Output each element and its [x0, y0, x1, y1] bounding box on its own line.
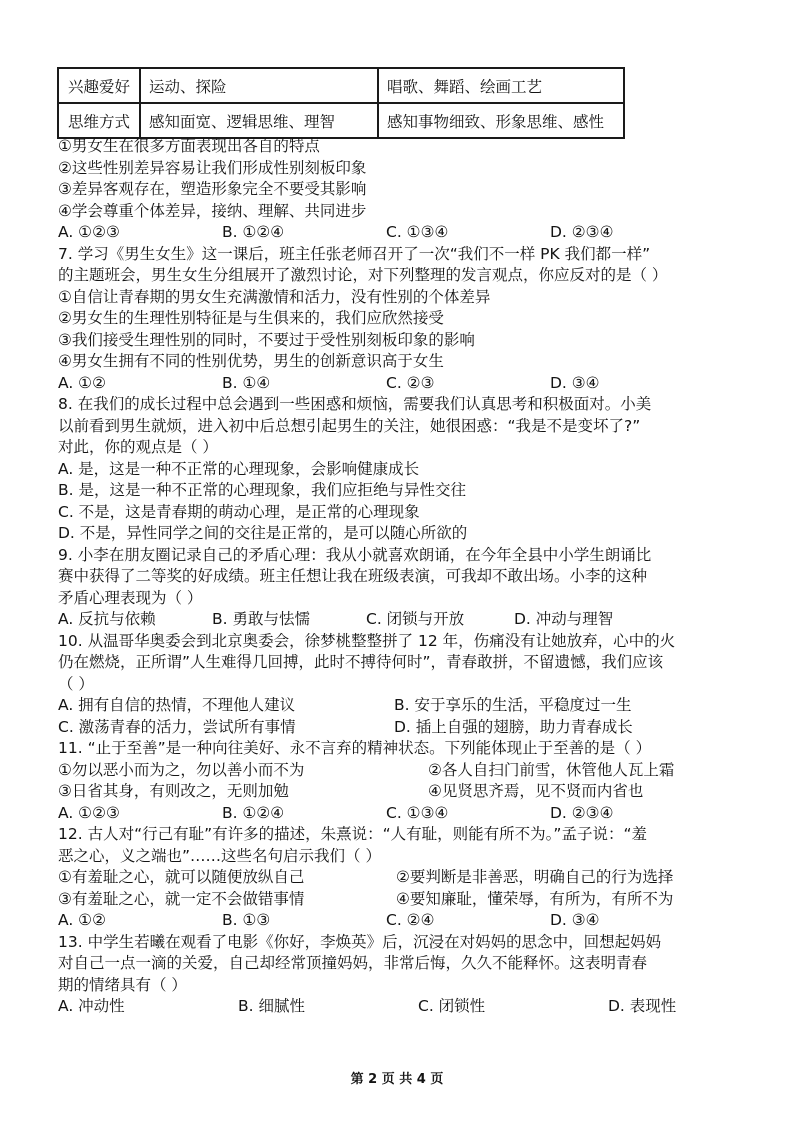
answer-options	[58, 803, 708, 825]
statement: ③我们接受生理性别的同时，不要过于受性别刻板印象的影响	[58, 330, 475, 349]
option-a: A. 反抗与依赖	[58, 610, 156, 628]
option-a: A. ①②③	[58, 803, 120, 822]
option-b: B. 是，这是一种不正常的心理现象，我们应拒绝与异性交往	[58, 481, 466, 499]
option-d: D. 冲动与理智	[514, 610, 614, 628]
statement: ④男女生拥有不同的性别优势，男生的创新意识高于女生	[58, 352, 444, 370]
option-a: A. ①②	[58, 373, 106, 392]
question-stem: 期的情绪具有（ ）	[58, 975, 187, 994]
option-d: D. ②③④	[550, 223, 614, 241]
statement-pair	[58, 760, 708, 782]
question-stem: 以前看到男生就烦，进入初中后总想引起男生的关注，她很困惑：“我是不是变坏了?”	[58, 416, 641, 435]
statement: ③日省其身，有则改之，无则加勉	[58, 782, 289, 800]
option-c: C. 闭锁性	[418, 997, 486, 1015]
option-a: A. 冲动性	[58, 997, 125, 1015]
statement-pair	[58, 781, 708, 803]
question-stem: 8. 在我们的成长过程中总会遇到一些困惑和烦恼，需要我们认真思考和积极面对。小美	[58, 395, 652, 413]
gender-comparison-table	[57, 67, 625, 139]
answer-options	[58, 717, 708, 739]
page-number: 第 2 页 共 4 页	[350, 1072, 444, 1087]
statement: ③差异客观存在，塑造形象完全不要受其影响	[58, 180, 367, 198]
statement: ②各人自扫门前雪，休管他人瓦上霜	[428, 760, 675, 779]
question-stem: 的主题班会，男生女生分组展开了激烈讨论，对下列整理的发言观点，你应反对的是（ ）	[58, 266, 668, 284]
row-header: 思维方式	[58, 103, 140, 138]
option-d: D. ③④	[550, 911, 600, 929]
statement: ①勿以恶小而为之，勿以善小而不为	[58, 760, 305, 779]
option-b: B. ①②④	[222, 803, 285, 822]
question-content	[58, 136, 708, 1018]
female-cell: 感知事物细致、形象思维、感性	[378, 103, 624, 138]
male-cell: 运动、探险	[140, 68, 378, 103]
option-d: D. ③④	[550, 373, 600, 392]
question-stem: 9. 小李在朋友圈记录自己的矛盾心理：我从小就喜欢朗诵，在今年全县中小学生朗诵比	[58, 545, 652, 564]
option-d: D. 表现性	[608, 997, 677, 1015]
option-a: A. 拥有自信的热情，不理他人建议	[58, 696, 296, 714]
statement: ①男女生在很多方面表现出各自的特点	[58, 137, 320, 155]
option-a: A. ①②③	[58, 223, 120, 241]
option-c: C. 激荡青春的活力，尝试所有事情	[58, 717, 296, 736]
option-c: C. 不是，这是青春期的萌动心理，是正常的心理现象	[58, 502, 420, 521]
question-13	[58, 932, 708, 1018]
option-b: B. ①③	[222, 911, 271, 929]
question-6	[58, 136, 708, 244]
answer-options	[58, 996, 708, 1018]
statement: ②这些性别差异容易让我们形成性别刻板印象	[58, 158, 367, 177]
question-stem: 11. “止于至善”是一种向往美好、永不言弃的精神状态。下列能体现止于至善的是（ ）	[58, 739, 652, 757]
answer-options	[58, 222, 708, 244]
table-row	[58, 68, 624, 103]
answer-options	[58, 609, 708, 631]
table-row	[58, 103, 624, 138]
question-7	[58, 244, 708, 395]
option-d: D. 不是，异性同学之间的交往是正常的，是可以随心所欲的	[58, 524, 468, 542]
statement: ②要判断是非善恶，明确自己的行为选择	[396, 868, 674, 886]
option-c: C. ①③④	[386, 803, 449, 822]
option-b: B. ①④	[222, 373, 271, 392]
option-b: B. 安于享乐的生活，平稳度过一生	[394, 696, 632, 714]
row-header: 兴趣爱好	[58, 68, 140, 103]
statement: ①有羞耻之心，就可以随便放纵自己	[58, 868, 305, 886]
question-11	[58, 738, 708, 824]
question-stem: 12. 古人对“行己有耻”有许多的描述，朱熹说：“人有耻，则能有所不为。”孟子说：“羞	[58, 825, 647, 843]
question-stem: 赛中获得了二等奖的好成绩。班主任想让我在班级表演，可我却不敢出场。小李的这种	[58, 567, 648, 585]
question-stem: 对自己一点一滴的关爱，自己却经常顶撞妈妈，非常后悔，久久不能释怀。这表明青春	[58, 954, 648, 972]
option-d: D. 插上自强的翅膀，助力青春成长	[394, 717, 633, 736]
statement-pair	[58, 889, 708, 911]
option-c: C. ②④	[386, 911, 435, 929]
option-d: D. ②③④	[550, 803, 614, 822]
option-c: C. ②③	[386, 373, 435, 392]
statement: ③有羞耻之心，就一定不会做错事情	[58, 889, 305, 908]
female-cell: 唱歌、舞蹈、绘画工艺	[378, 68, 624, 103]
question-10	[58, 631, 708, 739]
statement: ④学会尊重个体差异，接纳、理解、共同进步	[58, 201, 367, 220]
statement: ④见贤思齐焉，见不贤而内省也	[428, 782, 644, 800]
option-a: A. ①②	[58, 911, 106, 929]
question-stem: 矛盾心理表现为（ ）	[58, 588, 203, 607]
option-c: C. ①③④	[386, 223, 449, 241]
option-a: A. 是，这是一种不正常的心理现象，会影响健康成长	[58, 459, 420, 478]
option-b: B. 细腻性	[238, 997, 305, 1015]
option-b: B. ①②④	[222, 223, 285, 241]
option-b: B. 勇敢与怯懦	[212, 610, 310, 628]
statement: ②男女生的生理性别特征是与生俱来的，我们应欣然接受	[58, 309, 444, 327]
question-stem: 恶之心，义之端也”……这些名句启示我们（ ）	[58, 846, 381, 865]
statement: ①自信让青春期的男女生充满激情和活力，没有性别的个体差异	[58, 287, 491, 306]
question-stem: （ ）	[58, 674, 94, 693]
male-cell: 感知面宽、逻辑思维、理智	[140, 103, 378, 138]
answer-options	[58, 695, 708, 717]
option-c: C. 闭锁与开放	[366, 610, 465, 628]
question-stem: 对此，你的观点是（ ）	[58, 438, 218, 456]
answer-options	[58, 910, 708, 932]
question-12	[58, 824, 708, 932]
question-8	[58, 394, 708, 545]
question-stem: 7. 学习《男生女生》这一课后，班主任张老师召开了一次“我们不一样 PK 我们都一样”	[58, 244, 651, 263]
statement-pair	[58, 867, 708, 889]
statement: ④要知廉耻，懂荣辱，有所为，有所不为	[396, 889, 674, 908]
question-stem: 仍在燃烧，正所谓”人生难得几回搏，此时不搏待何时”，青春敢拼，不留遗憾，我们应该	[58, 653, 664, 671]
question-stem: 10. 从温哥华奥委会到北京奥委会，徐梦桃整整拼了 12 年，伤痛没有让她放弃，心中的火	[58, 631, 676, 650]
answer-options	[58, 373, 708, 395]
question-stem: 13. 中学生若曦在观看了电影《你好，李焕英》后，沉浸在对妈妈的思念中，回想起妈妈	[58, 932, 662, 951]
question-9	[58, 545, 708, 631]
